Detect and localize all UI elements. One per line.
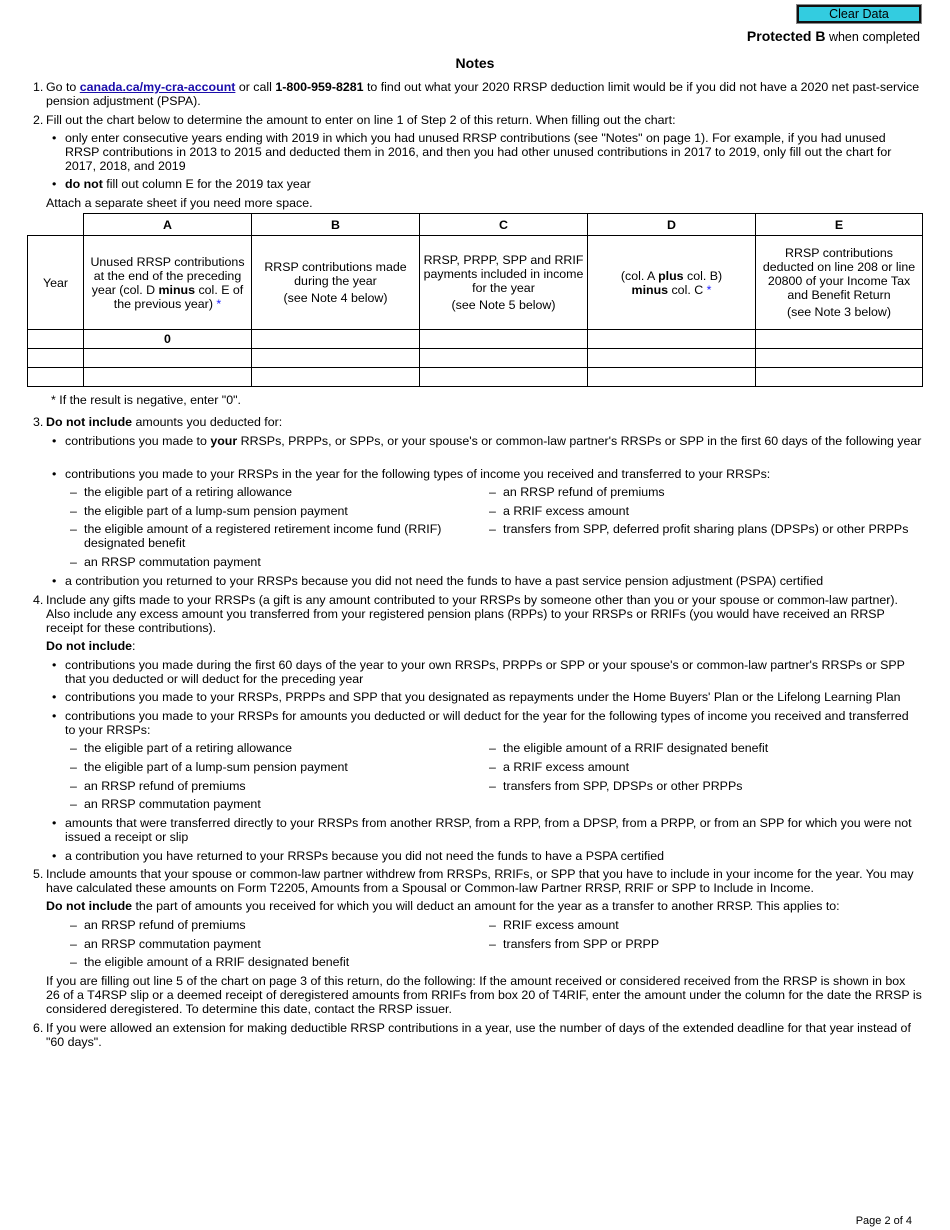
col-a-letter: A (84, 214, 252, 236)
note-5-item-right-2: – transfers from SPP or PRPP (503, 937, 923, 951)
note-4-bullet-2: • contributions you made to your RRSPs, PRPPs and SPP that you designated as repayments under the Home Buyers' Plan or the Lifelong Learning Plan (65, 690, 922, 704)
attach-sheet-note: Attach a separate sheet if you need more space. (46, 196, 313, 210)
row-3-col-b-cell[interactable] (252, 368, 420, 387)
clear-data-button[interactable]: Clear Data (797, 5, 921, 23)
note-3-bullet-1: • contributions you made to your RRSPs, PRPPs, or SPPs, or your spouse's or common-law partner's RRSPs or SPP in the first 60 days of the following year (65, 434, 922, 448)
note-5-number: 5. (33, 867, 44, 881)
col-a-header: Unused RRSP contributions at the end of the preceding year (col. D minus col. E of the previous year) * (84, 236, 252, 330)
chart-header-row (28, 236, 923, 330)
row-1-col-d-cell (588, 330, 756, 349)
note-5-paragraph: If you are filling out line 5 of the chart on page 3 of this return, do the following: If the amount received or considered received from the RRSP is shown in box 26 of a T4RSP slip or a deemed receipt of deregistered amounts from RRIFs from box 20 of T4RIF, enter the amount under the column for the date the RRSP is considered deregistered. To determine this date, contact the RRSP issuer. (46, 974, 922, 1016)
row-2-col-d-cell (588, 349, 756, 368)
col-d-letter: D (588, 214, 756, 236)
note-1-number: 1. (33, 80, 44, 94)
row-1-col-a-cell: 0 (84, 330, 252, 349)
my-cra-account-link[interactable]: canada.ca/my-cra-account (79, 80, 236, 94)
note-4-item-left-1: – the eligible part of a retiring allowance (84, 741, 474, 755)
note-3-item-left-4: – an RRSP commutation payment (84, 555, 474, 569)
note-4-item-left-2: – the eligible part of a lump-sum pension payment (84, 760, 474, 774)
col-e-header: RRSP contributions deducted on line 208 or line 20800 of your Income Tax and Benefit Return (see Note 3 below) (756, 236, 923, 330)
col-b-header: RRSP contributions made during the year (see Note 4 below) (252, 236, 420, 330)
col-d-header: (col. A plus col. B) minus col. C * (588, 236, 756, 330)
row-1-col-e-cell[interactable] (756, 330, 923, 349)
row-3-col-d-cell (588, 368, 756, 387)
note-2-number: 2. (33, 113, 44, 127)
note-3-item-right-2: – a RRIF excess amount (503, 504, 923, 518)
note-5-item-left-3: – the eligible amount of a RRIF designated benefit (84, 955, 474, 969)
note-4-bullet-5: • a contribution you have returned to your RRSPs because you did not need the funds to have a PSPA certified (65, 849, 922, 863)
note-4-item-left-3: – an RRSP refund of premiums (84, 779, 474, 793)
col-c-letter: C (420, 214, 588, 236)
chart-row-3 (28, 368, 923, 387)
note-5-text: Include amounts that your spouse or common-law partner withdrew from RRSPs, RRIFs, or SPP that you have to include in your income for the year. You may have calculated these amounts on Form T2205, Amounts from a Spousal or Common-law Partner RRSP, RRIF or SPP to Include in Income. (46, 867, 914, 895)
note-5-item-right-1: – RRIF excess amount (503, 918, 923, 932)
note-3-bullet-3: • a contribution you returned to your RRSPs because you did not need the funds to have a past service pension adjustment (PSPA) certified (65, 574, 922, 588)
row-2-col-a-cell (84, 349, 252, 368)
note-2-bullet-1: • only enter consecutive years ending with 2019 in which you had unused RRSP contributions (see "Notes" on page 1). For example, if you had unused RRSP contributions in 2013 to 2015 and deducted them in 2016, and then you had other unused contributions in 2017 to 2019, only fill out the chart for 2017, 2018, and 2019 (65, 131, 922, 173)
row-3-col-e-cell[interactable] (756, 368, 923, 387)
note-6-number: 6. (33, 1021, 44, 1035)
note-3-item-right-1: – an RRSP refund of premiums (503, 485, 923, 499)
note-5-item-left-1: – an RRSP refund of premiums (84, 918, 474, 932)
negative-result-note: * If the result is negative, enter "0". (51, 393, 241, 407)
row-2-col-e-cell[interactable] (756, 349, 923, 368)
note-3-number: 3. (33, 415, 44, 429)
note-4-item-right-2: – a RRIF excess amount (503, 760, 923, 774)
note-4-bullet-3: • contributions you made to your RRSPs for amounts you deducted or will deduct for the year for the following types of income you received and transferred to your RRSPs: (65, 709, 922, 737)
note-4-do-not-include: Do not include: (46, 639, 136, 653)
year-header: Year (28, 236, 84, 330)
note-4-bullet-1: • contributions you made during the first 60 days of the year to your own RRSPs, PRPPs or SPP or your spouse's or common-law partner's RRSPs or SPP that you deducted or will deduct for the preceding year (65, 658, 922, 686)
note-4-item-right-1: – the eligible amount of a RRIF designated benefit (503, 741, 923, 755)
chart-corner-cell (28, 214, 84, 236)
note-4-number: 4. (33, 593, 44, 607)
chart-row-1 (28, 330, 923, 349)
note-5-do-not-include: Do not include the part of amounts you received for which you will deduct an amount for the year as a transfer to another RRSP. This applies to: (46, 899, 840, 913)
row-2-col-b-cell[interactable] (252, 349, 420, 368)
col-e-letter: E (756, 214, 923, 236)
note-3-item-left-1: – the eligible part of a retiring allowance (84, 485, 474, 499)
protected-b-label: Protected B when completed (746, 28, 920, 44)
unused-contributions-chart (27, 213, 923, 387)
note-4-bullet-4: • amounts that were transferred directly to your RRSPs from another RRSP, from a RPP, from a DPSP, from a PRPP, or from an SPP for which you were not issued a receipt or slip (65, 816, 922, 844)
note-2-bullet-2: • do not fill out column E for the 2019 tax year (65, 177, 922, 191)
row-3-year-cell[interactable] (28, 368, 84, 387)
note-4-item-left-4: – an RRSP commutation payment (84, 797, 474, 811)
row-2-year-cell[interactable] (28, 349, 84, 368)
note-4-text: Include any gifts made to your RRSPs (a gift is any amount contributed to your RRSPs by someone other than you or your spouse or common-law partner). Also include any excess amount you transferred from your registered pension plans (RPPs) to your RRSPs or RRIFs (you would have received an RRSP receipt for these contributions). (46, 593, 898, 635)
page-number: Page 2 of 4 (855, 1215, 912, 1227)
col-c-header: RRSP, PRPP, SPP and RRIF payments included in income for the year (see Note 5 below) (420, 236, 588, 330)
chart-letter-row (28, 214, 923, 236)
note-3-text: Do not include amounts you deducted for: (46, 415, 283, 429)
note-3-bullet-2: • contributions you made to your RRSPs in the year for the following types of income you received and transferred to your RRSPs: (65, 467, 922, 481)
row-3-col-c-cell[interactable] (420, 368, 588, 387)
row-2-col-c-cell[interactable] (420, 349, 588, 368)
row-1-col-b-cell[interactable] (252, 330, 420, 349)
note-3-item-right-3: – transfers from SPP, deferred profit sharing plans (DPSPs) or other PRPPs (503, 522, 923, 536)
page-title: Notes (455, 55, 495, 71)
note-2-text: Fill out the chart below to determine the amount to enter on line 1 of Step 2 of this return. When filling out the chart: (46, 113, 676, 127)
note-4-item-right-3: – transfers from SPP, DPSPs or other PRPPs (503, 779, 923, 793)
note-3-item-left-2: – the eligible part of a lump-sum pension payment (84, 504, 474, 518)
row-1-col-c-cell[interactable] (420, 330, 588, 349)
row-3-col-a-cell (84, 368, 252, 387)
col-b-letter: B (252, 214, 420, 236)
chart-row-2 (28, 349, 923, 368)
note-1-text: Go to canada.ca/my-cra-account or call 1-800-959-8281 to find out what your 2020 RRSP deduction limit would be if you did not have a 2020 net past-service pension adjustment (PSPA). (46, 80, 920, 108)
row-1-year-cell[interactable] (28, 330, 84, 349)
note-5-item-left-2: – an RRSP commutation payment (84, 937, 474, 951)
note-3-item-left-3: – the eligible amount of a registered retirement income fund (RRIF) designated benefit (84, 522, 474, 550)
note-6-text: If you were allowed an extension for making deductible RRSP contributions in a year, use the number of days of the extended deadline for that year instead of "60 days". (46, 1021, 911, 1049)
